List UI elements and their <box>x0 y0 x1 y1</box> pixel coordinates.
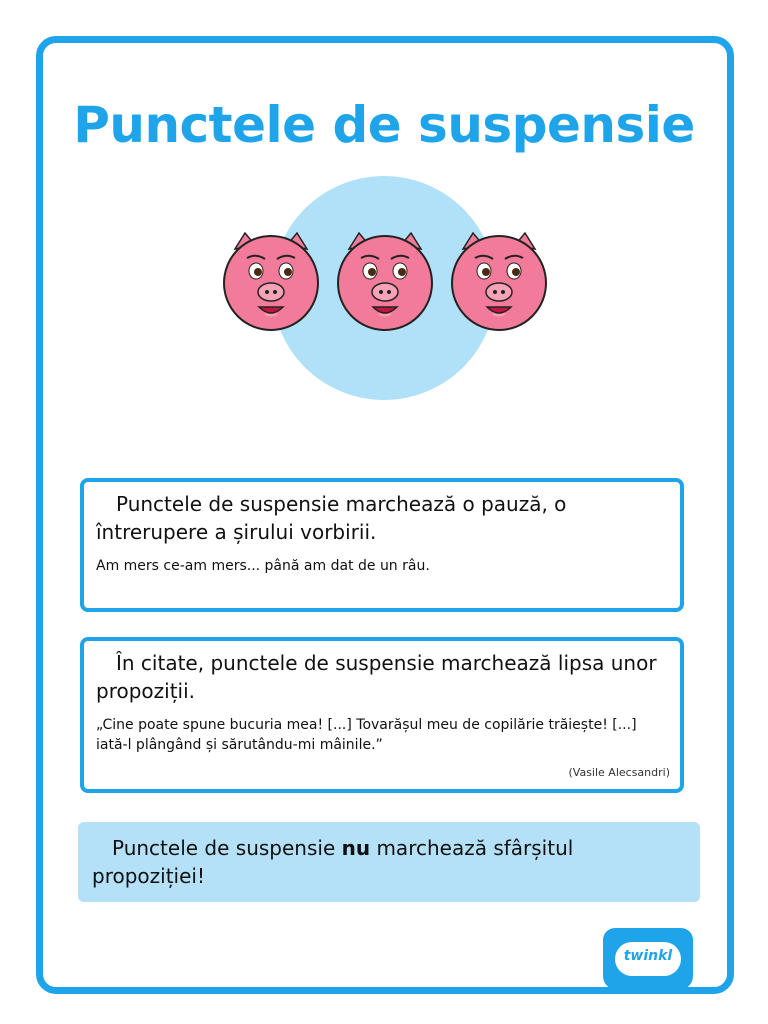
pig-face-icon <box>224 233 318 330</box>
note-box <box>78 822 700 902</box>
page-title: Punctele de suspensie <box>73 96 695 154</box>
example-text: Am mers ce-am mers... până am dat de un râu. <box>96 558 430 574</box>
note-text-before: Punctele de suspensie <box>112 836 342 860</box>
twinkl-logo <box>603 928 693 990</box>
note-text-after: marchează sfârșitul propoziției! <box>92 836 574 888</box>
definition-box <box>80 478 684 612</box>
pig-face-icon <box>452 233 546 330</box>
note-text <box>92 834 686 890</box>
quotation-box <box>80 637 684 793</box>
quotation-rule-text: În citate, punctele de suspensie marchează lipsa unor propoziții. <box>96 651 657 703</box>
definition-text: Punctele de suspensie marchează o pauză, o întrerupere a șirului vorbirii. <box>96 492 567 544</box>
pigs-illustration <box>216 228 556 338</box>
quotation-source: (Vasile Alecsandri) <box>568 766 670 779</box>
pig-face-icon <box>338 233 432 330</box>
quotation-example: „Cine poate spune bucuria mea! [...] Tovarășul meu de copilărie trăiește! [...] iată-l plângând și sărutându-mi mâinile.” <box>96 717 637 753</box>
logo-text: twinkl <box>623 948 673 964</box>
note-emphasis: nu <box>341 836 371 860</box>
